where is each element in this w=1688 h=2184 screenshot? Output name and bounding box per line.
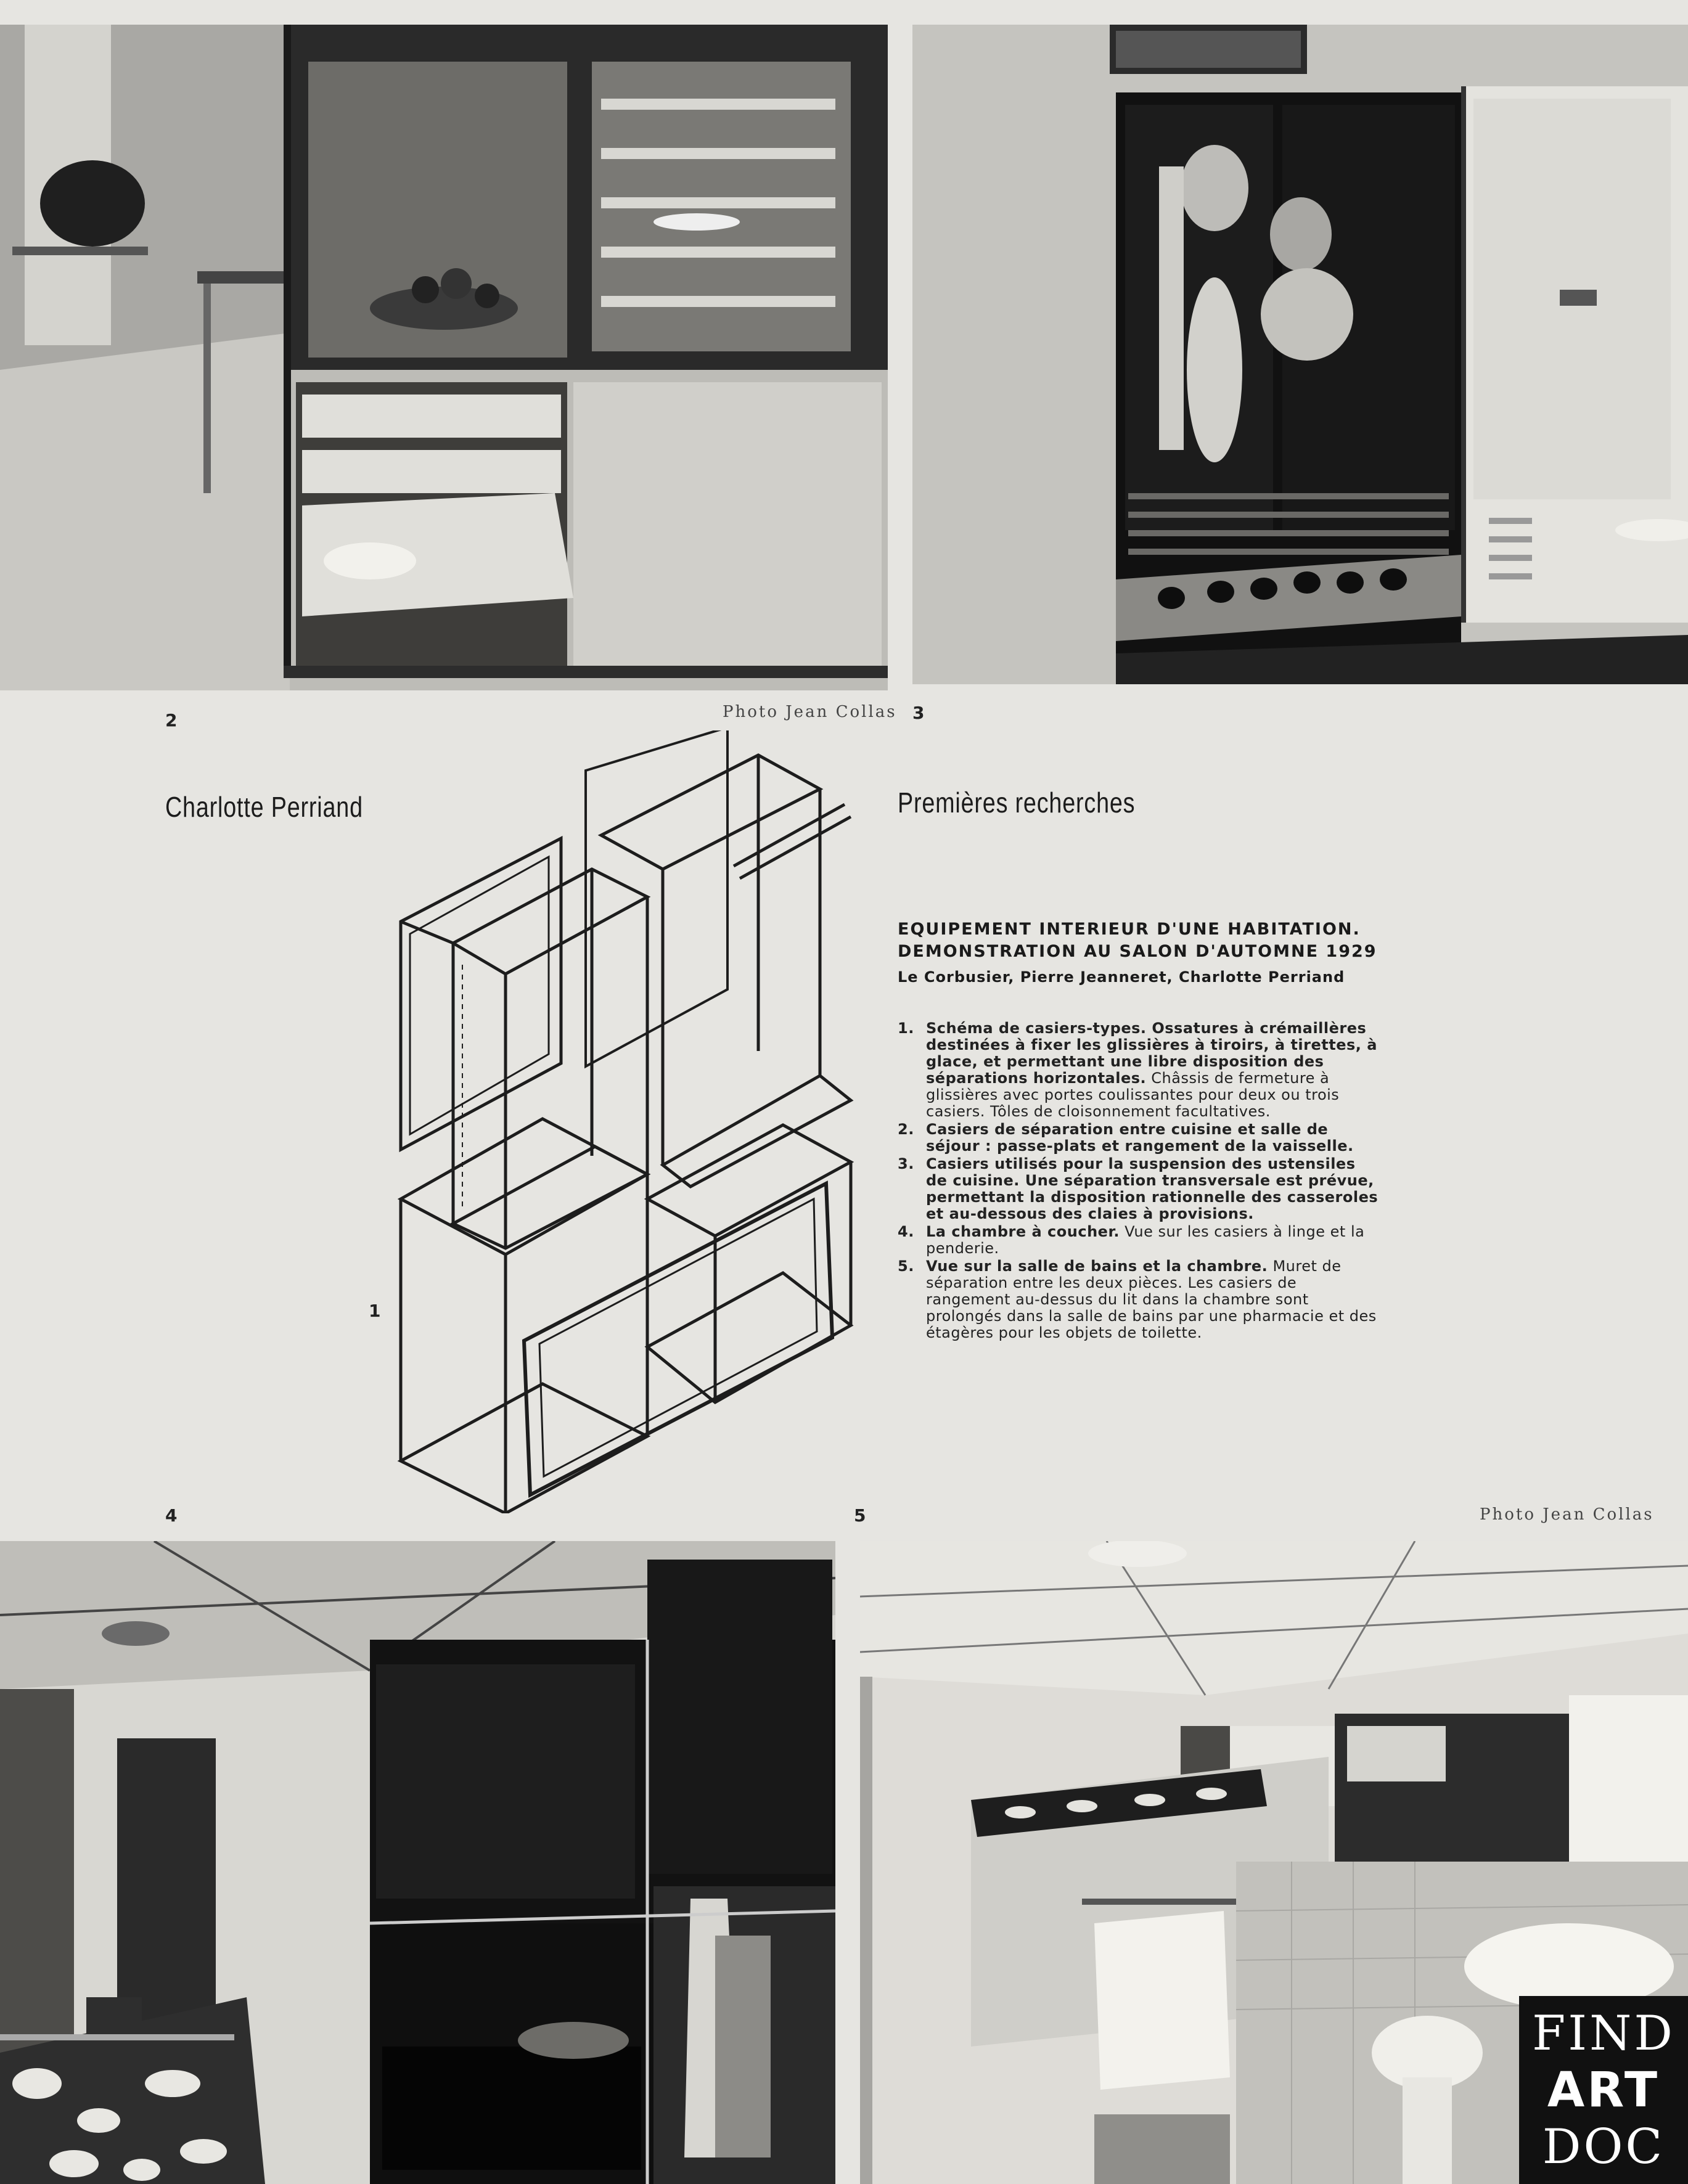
note-item: 4. La chambre à coucher. Vue sur les casiers à linge et la penderie. (898, 1223, 1365, 1257)
author-name: Charlotte Perriand (165, 791, 363, 823)
figure-number-2: 2 (165, 710, 178, 730)
heading-line-2: DEMONSTRATION AU SALON D'AUTOMNE 1929 (898, 942, 1377, 961)
section-title: Premières recherches (898, 787, 1136, 819)
note-item: 5. Vue sur la salle de bains et la chambre. Muret de séparation entre les deux pièces. Les casiers de rangement au-dessus du lit dans la chambre sont prolongés dans la salle de bains par une pharmacie et des étagères pour les objets de toilette. (898, 1258, 1377, 1341)
photo-kitchen-cabinet (0, 25, 888, 690)
article-heading (898, 918, 1385, 988)
photo-credit-top: Photo Jean Collas (723, 703, 897, 721)
photo-credit-bottom: Photo Jean Collas (1480, 1505, 1654, 1524)
photo-kitchen-utensils (912, 25, 1688, 684)
note-item: 1. Schéma de casiers-types. Ossatures à crémaillères destinées à fixer les glissières à tiroirs, à tirettes, à glace, et permettant une libre disposition des séparations horizontales. Châssis de fermeture à glissières avec portes coulissantes pour deux ou trois casiers. Tôles de cloisonnement facultatives. (898, 1020, 1377, 1120)
heading-credits: Le Corbusier, Pierre Jeanneret, Charlotte Perriand (898, 968, 1345, 986)
findartdoc-logo (1519, 1996, 1688, 2184)
figure-number-3: 3 (912, 703, 925, 723)
note-item: 2. Casiers de séparation entre cuisine et salle de séjour : passe-plats et rangement de la vaisselle. (898, 1121, 1354, 1155)
figure-number-4: 4 (165, 1505, 178, 1526)
logo-doc: DOC (1542, 2119, 1665, 2175)
photo-bedroom (0, 1541, 835, 2184)
heading-line-1: EQUIPEMENT INTERIEUR D'UNE HABITATION. (898, 920, 1361, 939)
figure-notes (898, 1020, 1379, 1343)
storage-units-schematic (382, 730, 863, 1513)
figure-number-5: 5 (854, 1505, 866, 1526)
note-item: 3. Casiers utilisés pour la suspension des ustensiles de cuisine. Une séparation transversale est prévue, permettant la disposition rationnelle des casseroles et au-dessous des claies à provisions. (898, 1155, 1379, 1222)
logo-find: FIND (1532, 2005, 1675, 2061)
figure-number-1: 1 (369, 1301, 381, 1321)
logo-art: ART (1547, 2062, 1660, 2118)
